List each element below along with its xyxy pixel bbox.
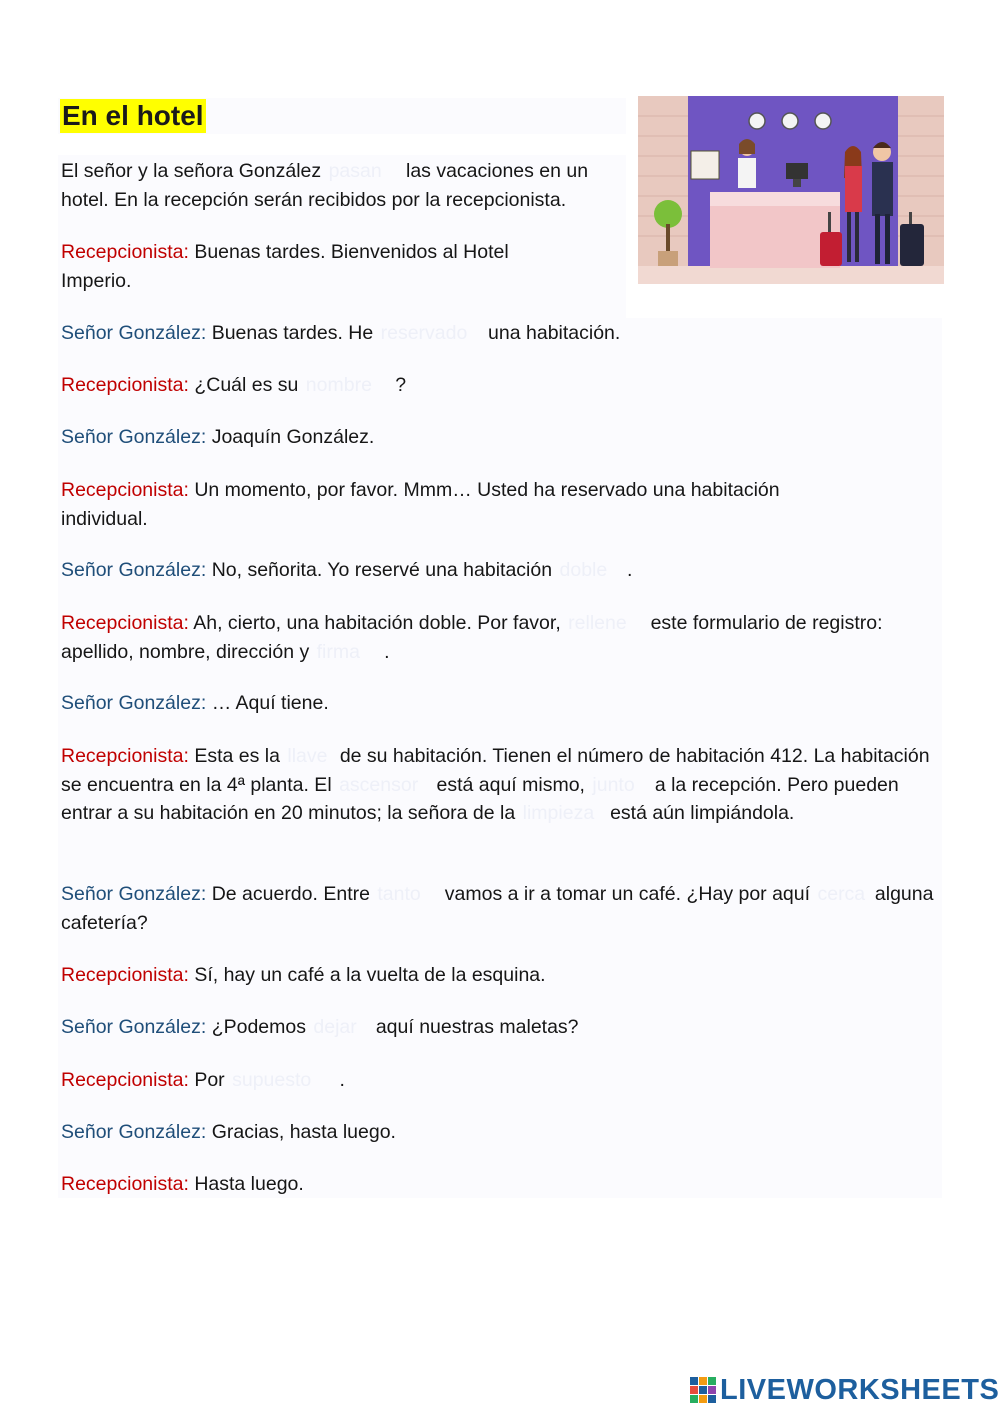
line-text: ¿Cuál es su	[194, 374, 299, 396]
line-text: está aún limpiándola.	[610, 802, 795, 824]
line-text: alguna cafetería?	[61, 883, 934, 934]
line-text: No, señorita. Yo reservé una habitación	[211, 559, 553, 581]
line-text: Un momento, por favor. Mmm… Usted ha reservado una habitación individual.	[61, 479, 780, 530]
line-text: .	[626, 559, 633, 581]
answer-blank[interactable]: supuesto	[232, 1069, 312, 1091]
dialogue-line	[61, 1066, 941, 1095]
line-text: aquí nuestras maletas?	[375, 1016, 579, 1038]
line-text: Esta es la	[194, 745, 280, 767]
line-text: … Aquí tiene.	[211, 692, 329, 714]
dialogue-line	[61, 238, 561, 295]
answer-blank[interactable]: pasan	[328, 160, 382, 182]
line-text: este formulario de registro: apellido, nombre, dirección y	[61, 612, 883, 663]
speaker-gonzalez: Señor González:	[61, 1121, 207, 1143]
line-text: .	[384, 640, 390, 663]
line-text: Por	[194, 1069, 225, 1091]
intro-text-2: las vacaciones en un hotel. En la recepción serán recibidos por la recepcionista.	[61, 160, 589, 211]
line-text: ?	[395, 374, 407, 396]
answer-blank[interactable]: dejar	[313, 1016, 357, 1038]
line-text: Joaquín González.	[211, 426, 375, 448]
dialogue-line	[61, 476, 861, 533]
answer-blank[interactable]: llave	[287, 745, 328, 767]
speaker-receptionist: Recepcionista:	[61, 964, 189, 986]
line-text: De acuerdo. Entre	[211, 883, 370, 905]
speaker-gonzalez: Señor González:	[61, 559, 207, 581]
dialogue-line	[61, 880, 936, 937]
answer-blank[interactable]: limpieza	[522, 802, 595, 824]
intro-paragraph	[61, 157, 621, 214]
speaker-gonzalez: Señor González:	[61, 883, 207, 905]
dialogue-line	[61, 371, 941, 400]
answer-blank[interactable]: firma	[316, 640, 360, 663]
intro-text-1: El señor y la señora González	[61, 160, 322, 182]
answer-blank[interactable]: rellene	[568, 612, 627, 634]
answer-blank[interactable]: nombre	[305, 374, 372, 396]
liveworksheets-logo	[690, 1374, 999, 1406]
line-text: Gracias, hasta luego.	[211, 1121, 396, 1143]
line-text: Buenas tardes. Bienvenidos al Hotel Imperio.	[61, 241, 509, 292]
dialogue-line	[61, 609, 891, 666]
speaker-gonzalez: Señor González:	[61, 322, 207, 344]
dialogue-line	[61, 961, 941, 990]
line-text: Buenas tardes. He	[211, 322, 374, 344]
speaker-receptionist: Recepcionista:	[61, 612, 189, 634]
hotel-reception-illustration	[638, 96, 944, 284]
speaker-gonzalez: Señor González:	[61, 426, 207, 448]
dialogue-line	[61, 1118, 941, 1147]
answer-blank[interactable]: reservado	[380, 322, 468, 344]
line-text: está aquí mismo,	[436, 773, 585, 796]
speaker-receptionist: Recepcionista:	[61, 479, 189, 501]
line-text: Ah, cierto, una habitación doble. Por favor,	[193, 612, 561, 634]
dialogue-line	[61, 423, 941, 452]
line-text: a la recepción. Pero pueden entrar a su habitación en 20 minutos; la señora de la	[61, 773, 899, 824]
page-title: En el hotel	[62, 100, 204, 131]
answer-blank[interactable]: ascensor	[339, 773, 419, 796]
speaker-gonzalez: Señor González:	[61, 1016, 207, 1038]
line-text: ¿Podemos	[211, 1016, 306, 1038]
answer-blank[interactable]: doble	[559, 559, 608, 581]
dialogue-line	[61, 1013, 941, 1042]
dialogue-line	[61, 742, 939, 828]
speaker-receptionist: Recepcionista:	[61, 374, 189, 396]
line-text: .	[339, 1069, 345, 1091]
answer-blank[interactable]: junto	[592, 773, 635, 796]
line-text: Sí, hay un café a la vuelta de la esquina.	[194, 964, 546, 986]
dialogue-line	[61, 1170, 941, 1199]
speaker-receptionist: Recepcionista:	[61, 745, 189, 767]
speaker-receptionist: Recepcionista:	[61, 1173, 189, 1195]
logo-text: LIVEWORKSHEETS	[720, 1373, 1000, 1406]
dialogue-line	[61, 556, 941, 585]
speaker-receptionist: Recepcionista:	[61, 1069, 189, 1091]
line-text: de su habitación. Tienen el número de habitación 412. La habitación se encuentra en la 4ª planta. El	[61, 745, 930, 796]
logo-mark-icon	[690, 1377, 716, 1403]
line-text: Hasta luego.	[194, 1173, 304, 1195]
dialogue-line	[61, 319, 941, 348]
answer-blank[interactable]: cerca	[817, 883, 866, 905]
line-text: una habitación.	[488, 322, 621, 344]
speaker-gonzalez: Señor González:	[61, 692, 207, 714]
line-text: vamos a ir a tomar un café. ¿Hay por aquí	[444, 883, 811, 905]
dialogue-line	[61, 689, 941, 718]
answer-blank[interactable]: tanto	[377, 883, 421, 905]
speaker-receptionist: Recepcionista:	[61, 241, 189, 263]
